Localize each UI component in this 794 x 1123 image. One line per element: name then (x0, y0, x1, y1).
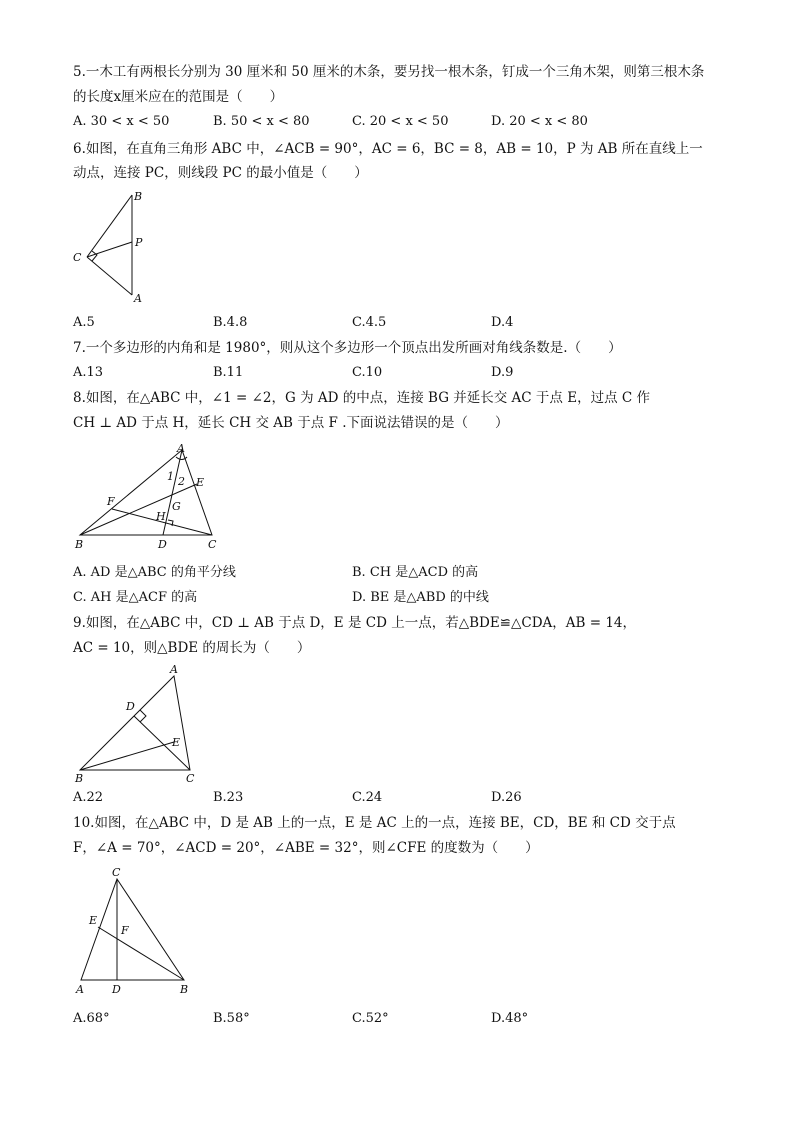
q8-right-angle-mark (168, 520, 173, 526)
q8-label-b: B (75, 538, 84, 551)
q6-option-d: D.4 (491, 315, 514, 330)
q9-right-angle-mark (140, 710, 146, 722)
q6-stem-line1: 6.如图，在直角三角形 ABC 中，∠ACB = 90°，AC = 6，BC = 8，AB = 10，P 为 AB 所在直线上一 (73, 141, 703, 157)
q5-option-c: C. 20 < x < 50 (352, 114, 449, 129)
q9-triangle-abc (80, 676, 190, 770)
q6-option-b: B.4.8 (213, 315, 248, 330)
q8-label-2: 2 (178, 475, 185, 488)
q7-option-c: C.10 (352, 365, 383, 380)
q9-label-d: D (126, 700, 135, 713)
q8-option-d: D. BE 是△ABD 的中线 (352, 590, 489, 605)
q5-option-b: B. 50 < x < 80 (213, 114, 310, 129)
q6-label-a: A (134, 292, 142, 305)
q7-option-d: D.9 (491, 365, 514, 380)
q10-segment-be (98, 927, 184, 980)
q6-label-c: C (73, 251, 82, 264)
q6-label-b: B (134, 190, 143, 203)
q10-label-c: C (112, 866, 121, 879)
q8-label-g: G (172, 500, 181, 513)
q10-label-a: A (76, 983, 84, 996)
q5-stem-line2: 的长度x厘米应在的范围是（ ） (73, 89, 284, 105)
q10-option-a: A.68° (73, 1011, 110, 1026)
q10-stem-line2: F，∠A = 70°，∠ACD = 20°，∠ABE = 32°，则∠CFE 的度数为（ ） (73, 840, 539, 856)
q6-option-a: A.5 (73, 315, 95, 330)
q8-stem-line1: 8.如图，在△ABC 中，∠1 = ∠2，G 为 AD 的中点，连接 BG 并延长交 AC 于点 E，过点 C 作 (73, 390, 650, 406)
q7-stem-line1: 7.一个多边形的内角和是 1980°，则从这个多边形一个顶点出发所画对角线条数是.（ ） (73, 340, 622, 356)
q8-option-b: B. CH 是△ACD 的高 (352, 565, 479, 580)
q9-option-a: A.22 (73, 790, 104, 805)
q10-stem-line1: 10.如图，在△ABC 中，D 是 AB 上的一点，E 是 AC 上的一点，连接 BE，CD，BE 和 CD 交于点 (73, 815, 676, 831)
q6-segment-cp (87, 242, 132, 257)
q7-option-a: A.13 (73, 365, 104, 380)
q5-option-a: A. 30 < x < 50 (73, 114, 170, 129)
q8-label-e: E (196, 476, 205, 489)
q8-triangle-figure (70, 440, 230, 555)
q9-label-a: A (170, 663, 178, 676)
q9-label-c: C (186, 772, 195, 785)
q5-option-d: D. 20 < x < 80 (491, 114, 588, 129)
q6-right-angle-mark (92, 251, 97, 261)
q10-triangle-figure (70, 864, 205, 999)
q10-option-c: C.52° (352, 1011, 389, 1026)
q6-option-c: C.4.5 (352, 315, 387, 330)
q6-right-triangle-figure (70, 190, 160, 310)
q8-label-a: A (177, 442, 185, 455)
q6-segment-cb (87, 195, 132, 257)
q10-label-d: D (112, 983, 121, 996)
q8-triangle-abc (80, 450, 212, 535)
q8-label-c: C (208, 538, 217, 551)
q6-label-p: P (135, 236, 143, 249)
q9-option-d: D.26 (491, 790, 522, 805)
q10-option-d: D.48° (491, 1011, 529, 1026)
q10-triangle-abc (81, 879, 184, 980)
q9-option-c: C.24 (352, 790, 383, 805)
q10-label-f: F (121, 924, 129, 937)
q10-label-e: E (89, 914, 98, 927)
q9-stem-line2: AC = 10，则△BDE 的周长为（ ） (73, 640, 311, 656)
q9-triangle-figure (70, 662, 210, 787)
q8-label-f: F (107, 495, 115, 508)
q9-label-b: B (75, 772, 84, 785)
q8-option-a: A. AD 是△ABC 的角平分线 (73, 565, 236, 580)
q10-label-b: B (180, 983, 189, 996)
q7-option-b: B.11 (213, 365, 244, 380)
q8-label-d: D (158, 538, 167, 551)
q8-stem-line2: CH ⊥ AD 于点 H，延长 CH 交 AB 于点 F .下面说法错误的是（ ） (73, 415, 509, 431)
q8-option-c: C. AH 是△ACF 的高 (73, 590, 198, 605)
q6-stem-line2: 动点，连接 PC，则线段 PC 的最小值是（ ） (73, 165, 368, 181)
q8-label-h: H (156, 510, 166, 523)
q6-segment-ca (87, 257, 132, 295)
q9-stem-line1: 9.如图，在△ABC 中，CD ⊥ AB 于点 D，E 是 CD 上一点，若△BDE≌△CDA，AB = 14， (73, 615, 637, 631)
q9-option-b: B.23 (213, 790, 244, 805)
q9-segment-cd (134, 716, 190, 770)
q9-label-e: E (172, 736, 181, 749)
q8-label-1: 1 (167, 470, 174, 483)
q5-stem-line1: 5.一木工有两根长分别为 30 厘米和 50 厘米的木条，要另找一根木条，钉成一个三角木架，则第三根木条 (73, 64, 705, 80)
q10-option-b: B.58° (213, 1011, 250, 1026)
